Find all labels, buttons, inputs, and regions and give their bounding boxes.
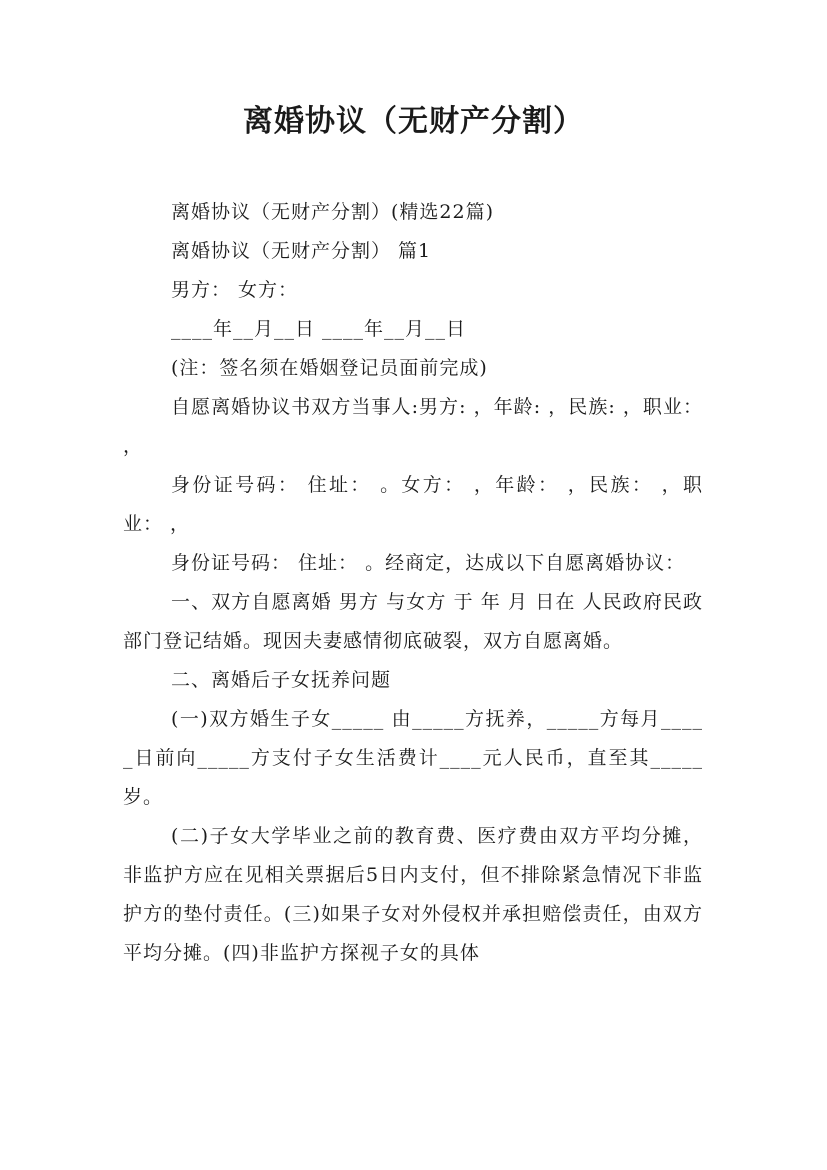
paragraph-clause-1: 一、双方自愿离婚 男方 与女方 于 年 月 日在 人民政府民政部门登记结婚。现因夫妻感情彻底破裂，双方自愿离婚。 [123,591,703,652]
paragraph-clause-2-2: (二)子女大学毕业之前的教育费、医疗费由双方平均分摊，非监护方应在见相关票据后5日内支付，但不排除紧急情况下非监护方的垫付责任。(三)如果子女对外侵权并承担赔偿责任，由双方平均分摊。(四)非监护方探视子女的具体 [123,825,703,964]
paragraph-note: (注：签名须在婚姻登记员面前完成) [171,357,488,379]
paragraph-clause-2-heading: 二、离婚后子女抚养问题 [171,669,392,691]
paragraph-dates: ____年__月__日 ____年__月__日 [171,318,467,340]
document-title: 离婚协议（无财产分割） [243,104,584,139]
document-body [123,193,703,973]
paragraph-wife-info: 身份证号码： 住址： 。女方： ，年龄： ，民族： ，职业： ， [123,474,703,535]
paragraph-agreement-intro: 身份证号码： 住址： 。经商定，达成以下自愿离婚协议： [171,552,686,574]
paragraph-subtitle: 离婚协议（无财产分割）(精选22篇) [171,201,495,223]
paragraph-signatures: 男方： 女方： [171,279,299,301]
paragraph-section-heading: 离婚协议（无财产分割） 篇1 [171,240,432,262]
paragraph-clause-2-1: (一)双方婚生子女_____ 由_____方抚养，_____方每月_____日前向_____方支付子女生活费计____元人民币，直至其_____岁。 [123,708,703,808]
paragraph-husband-info: 自愿离婚协议书双方当事人:男方: ，年龄: ，民族: ，职业： ， [123,396,703,457]
